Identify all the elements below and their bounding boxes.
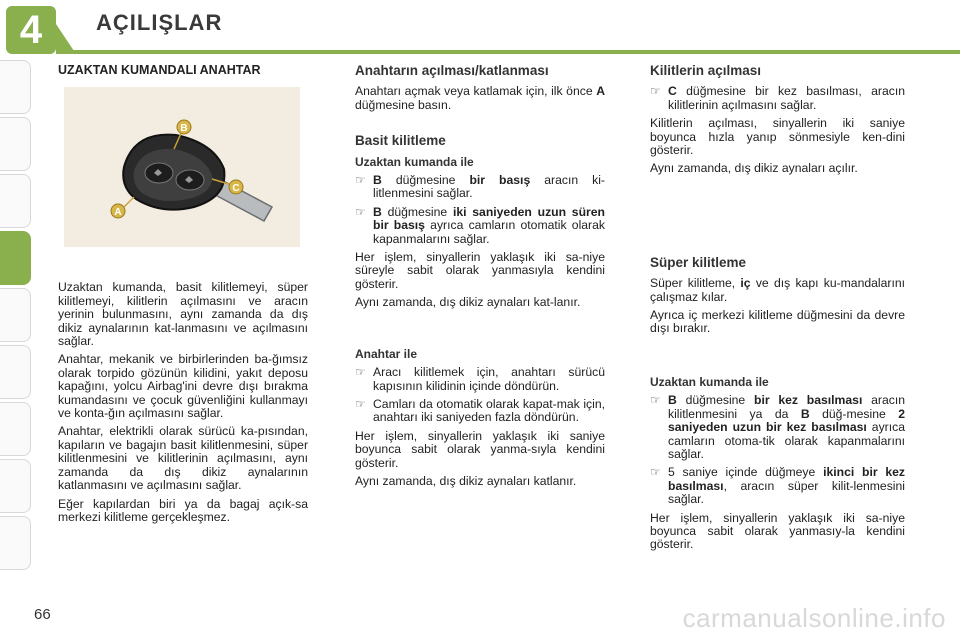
label-b: B	[180, 123, 188, 135]
super-remote-paragraph: Her işlem, sinyallerin yaklaşık iki sa-niye boyunca sabit olarak yanmasıy-la kendini gösterir.	[650, 510, 905, 552]
super-remote-bullet-1: ☞ B düğmesine bir kez basılması aracın kilitlenmesini ya da B düğ-mesine 2 saniyeden uzun bir kez basılması ayrıca camların otoma-tik olarak kapanmalarını sağlar.	[650, 393, 906, 461]
pointing-hand-icon: ☞	[650, 465, 661, 480]
basic-remote-bullet-1: ☞ B düğmesine bir basış aracın ki-litlenmesini sağlar.	[355, 173, 605, 201]
key-fold-paragraph: Anahtarı açmak veya katlamak için, ilk önce A düğmesine basın.	[355, 84, 605, 112]
side-tab-9[interactable]	[0, 516, 31, 570]
pointing-hand-icon: ☞	[355, 365, 366, 380]
column-remote-key	[58, 64, 308, 529]
basic-key-subheading: Anahtar ile	[355, 346, 418, 361]
unlocking-paragraph-1: Kilitlerin açılması, sinyallerin iki saniye boyunca hızla yanıp sönmesiyle ken-dini gösterir.	[650, 116, 905, 158]
basic-locking-heading: Basit kilitleme	[355, 133, 446, 149]
label-c: C	[232, 183, 240, 195]
remote-key-paragraph-4: Eğer kapılardan biri ya da bagaj açık-sa merkezi kilitleme gerçekleşmez.	[58, 496, 308, 524]
page-title: AÇILIŞLAR	[96, 10, 223, 35]
basic-remote-subheading: Uzaktan kumanda ile	[355, 154, 474, 169]
side-tab-1[interactable]	[0, 60, 31, 114]
header-rule	[60, 50, 960, 54]
pointing-hand-icon: ☞	[355, 204, 366, 219]
remote-key-photo	[64, 87, 300, 247]
side-tab-4-active[interactable]	[0, 231, 31, 285]
side-tab-8[interactable]	[0, 459, 31, 513]
unlocking-bullet: ☞ C düğmesine bir kez basılması, aracın kilitlerinin açılmasını sağlar.	[650, 84, 905, 112]
super-locking-heading: Süper kilitleme	[650, 254, 747, 270]
label-a: A	[114, 207, 122, 219]
super-locking-paragraph-2: Ayrıca iç merkezi kilitleme düğmesini da devre dışı bırakır.	[650, 308, 905, 336]
remote-key-heading: UZAKTAN KUMANDALI ANAHTAR	[58, 63, 261, 77]
basic-key-bullet-1: ☞ Aracı kilitlemek için, anahtarı sürücü kapısının kilidinin içinde döndürün.	[355, 365, 605, 393]
unlocking-paragraph-2: Aynı zamanda, dış dikiz aynaları açılır.	[650, 161, 858, 176]
remote-key-paragraph-3: Anahtar, elektrikli olarak sürücü ka-pısından, kapıların ve bagajın basit kilitlenmesini, süper kilitlenmesini ve kilitlerinin açılmasını, aynı zamanda da dış dikiz aynalarının katlanmasını ve açılmasını sağlar.	[58, 424, 308, 493]
side-tab-5[interactable]	[0, 288, 31, 342]
remote-key-paragraph-1: Uzaktan kumanda, basit kilitlemeyi, süper kilitlemeyi, kilitlerin açılmasını ve aracın yerinin bulunmasını, aynı zamanda da dış dikiz aynalarının kat-lanmasını ve açılmasını sağlar.	[58, 280, 308, 349]
super-locking-paragraph-1: Süper kilitleme, iç ve dış kapı ku-mandalarını çalışmaz kılar.	[650, 276, 906, 304]
key-fold-heading: Anahtarın açılması/katlanması	[355, 63, 549, 78]
column-unlocking	[650, 64, 905, 557]
side-tab-2[interactable]	[0, 117, 31, 171]
pointing-hand-icon: ☞	[650, 84, 661, 99]
pointing-hand-icon: ☞	[355, 173, 366, 188]
super-remote-bullet-2: ☞ 5 saniye içinde düğmeye ikinci bir kez basılması, aracın süper kilit-lenmesini sağlar.	[650, 465, 905, 507]
remote-key-paragraph-2: Anahtar, mekanik ve birbirlerinden ba-ğımsız olarak torpido gözünün kilidini, yakıt deposu kapağını, yolcu Airbag'ini devre dışı bırakma kumandasını ve çocuk güvenliğini kullanmayı ve konta-ğın açılmasını sağlar.	[58, 352, 308, 421]
super-remote-subheading: Uzaktan kumanda ile	[650, 374, 769, 389]
watermark: carmanualsonline.info	[682, 603, 946, 633]
basic-remote-paragraph-2: Aynı zamanda, dış dikiz aynaları kat-lanır.	[355, 295, 581, 310]
pointing-hand-icon: ☞	[650, 393, 661, 408]
side-tab-3[interactable]	[0, 174, 31, 228]
basic-key-paragraph-1: Her işlem, sinyallerin yaklaşık iki saniye boyunca sabit olarak yanma-sıyla kendini gösterir.	[355, 428, 605, 470]
column-locking	[355, 64, 605, 493]
side-tab-6[interactable]	[0, 345, 31, 399]
basic-key-paragraph-2: Aynı zamanda, dış dikiz aynaları katlanır.	[355, 473, 577, 488]
chapter-number: 4	[6, 6, 56, 54]
basic-remote-bullet-2: ☞ B düğmesine iki saniyeden uzun süren bir basış ayrıca camların otomatik olarak kapanmalarını sağlar.	[355, 204, 605, 246]
pointing-hand-icon: ☞	[355, 396, 366, 411]
basic-remote-paragraph-1: Her işlem, sinyallerin yaklaşık iki sa-niye süreyle sabit olarak yanmasıyla kendini gösterir.	[355, 250, 605, 291]
side-tab-strip	[0, 60, 34, 573]
side-tab-7[interactable]	[0, 402, 31, 456]
page-number: 66	[34, 606, 51, 623]
basic-key-bullet-2: ☞ Camları da otomatik olarak kapat-mak için, anahtarı iki saniyeden fazla döndürün.	[355, 396, 605, 425]
remote-key-illustration	[64, 87, 300, 247]
unlocking-heading: Kilitlerin açılması	[650, 63, 762, 78]
